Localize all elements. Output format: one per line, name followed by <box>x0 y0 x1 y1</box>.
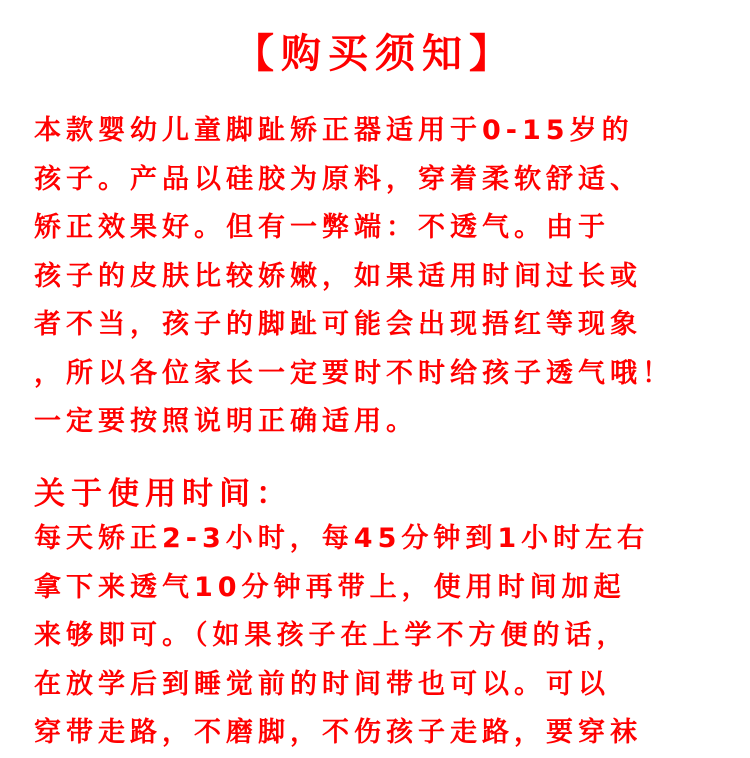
usage-time-title: 关于使用时间： <box>34 476 293 512</box>
notice-line: 一定要按照说明正确适用。 <box>34 406 418 437</box>
usage-paragraph <box>34 515 649 758</box>
notice-line: 孩子的皮肤比较娇嫩，如果适用时间过长或 <box>34 260 642 292</box>
notice-line: 矫正效果好。但有一弊端：不透气。由于 <box>34 212 610 243</box>
usage-line: 每天矫正2-3小时，每45分钟到1小时左右 <box>34 523 650 554</box>
purchase-notice-heading: 【购买须知】 <box>234 31 516 77</box>
notice-paragraph <box>34 107 674 447</box>
notice-line: ，所以各位家长一定要时不时给孩子透气哦！ <box>34 357 674 389</box>
notice-line: 者不当，孩子的脚趾可能会出现捂红等现象 <box>34 309 642 340</box>
notice-line: 孩子。产品以硅胶为原料，穿着柔软舒适、 <box>34 163 642 195</box>
notice-line: 本款婴幼儿童脚趾矫正器适用于0-15岁的 <box>34 115 634 146</box>
usage-line: 来够即可。（如果孩子在上学不方便的话， <box>34 620 629 651</box>
usage-line: 拿下来透气10分钟再带上，使用时间加起 <box>34 571 626 603</box>
usage-line: 在放学后到睡觉前的时间带也可以。可以 <box>34 668 610 700</box>
usage-line: 穿带走路，不磨脚，不伤孩子走路，要穿袜 <box>34 717 642 748</box>
